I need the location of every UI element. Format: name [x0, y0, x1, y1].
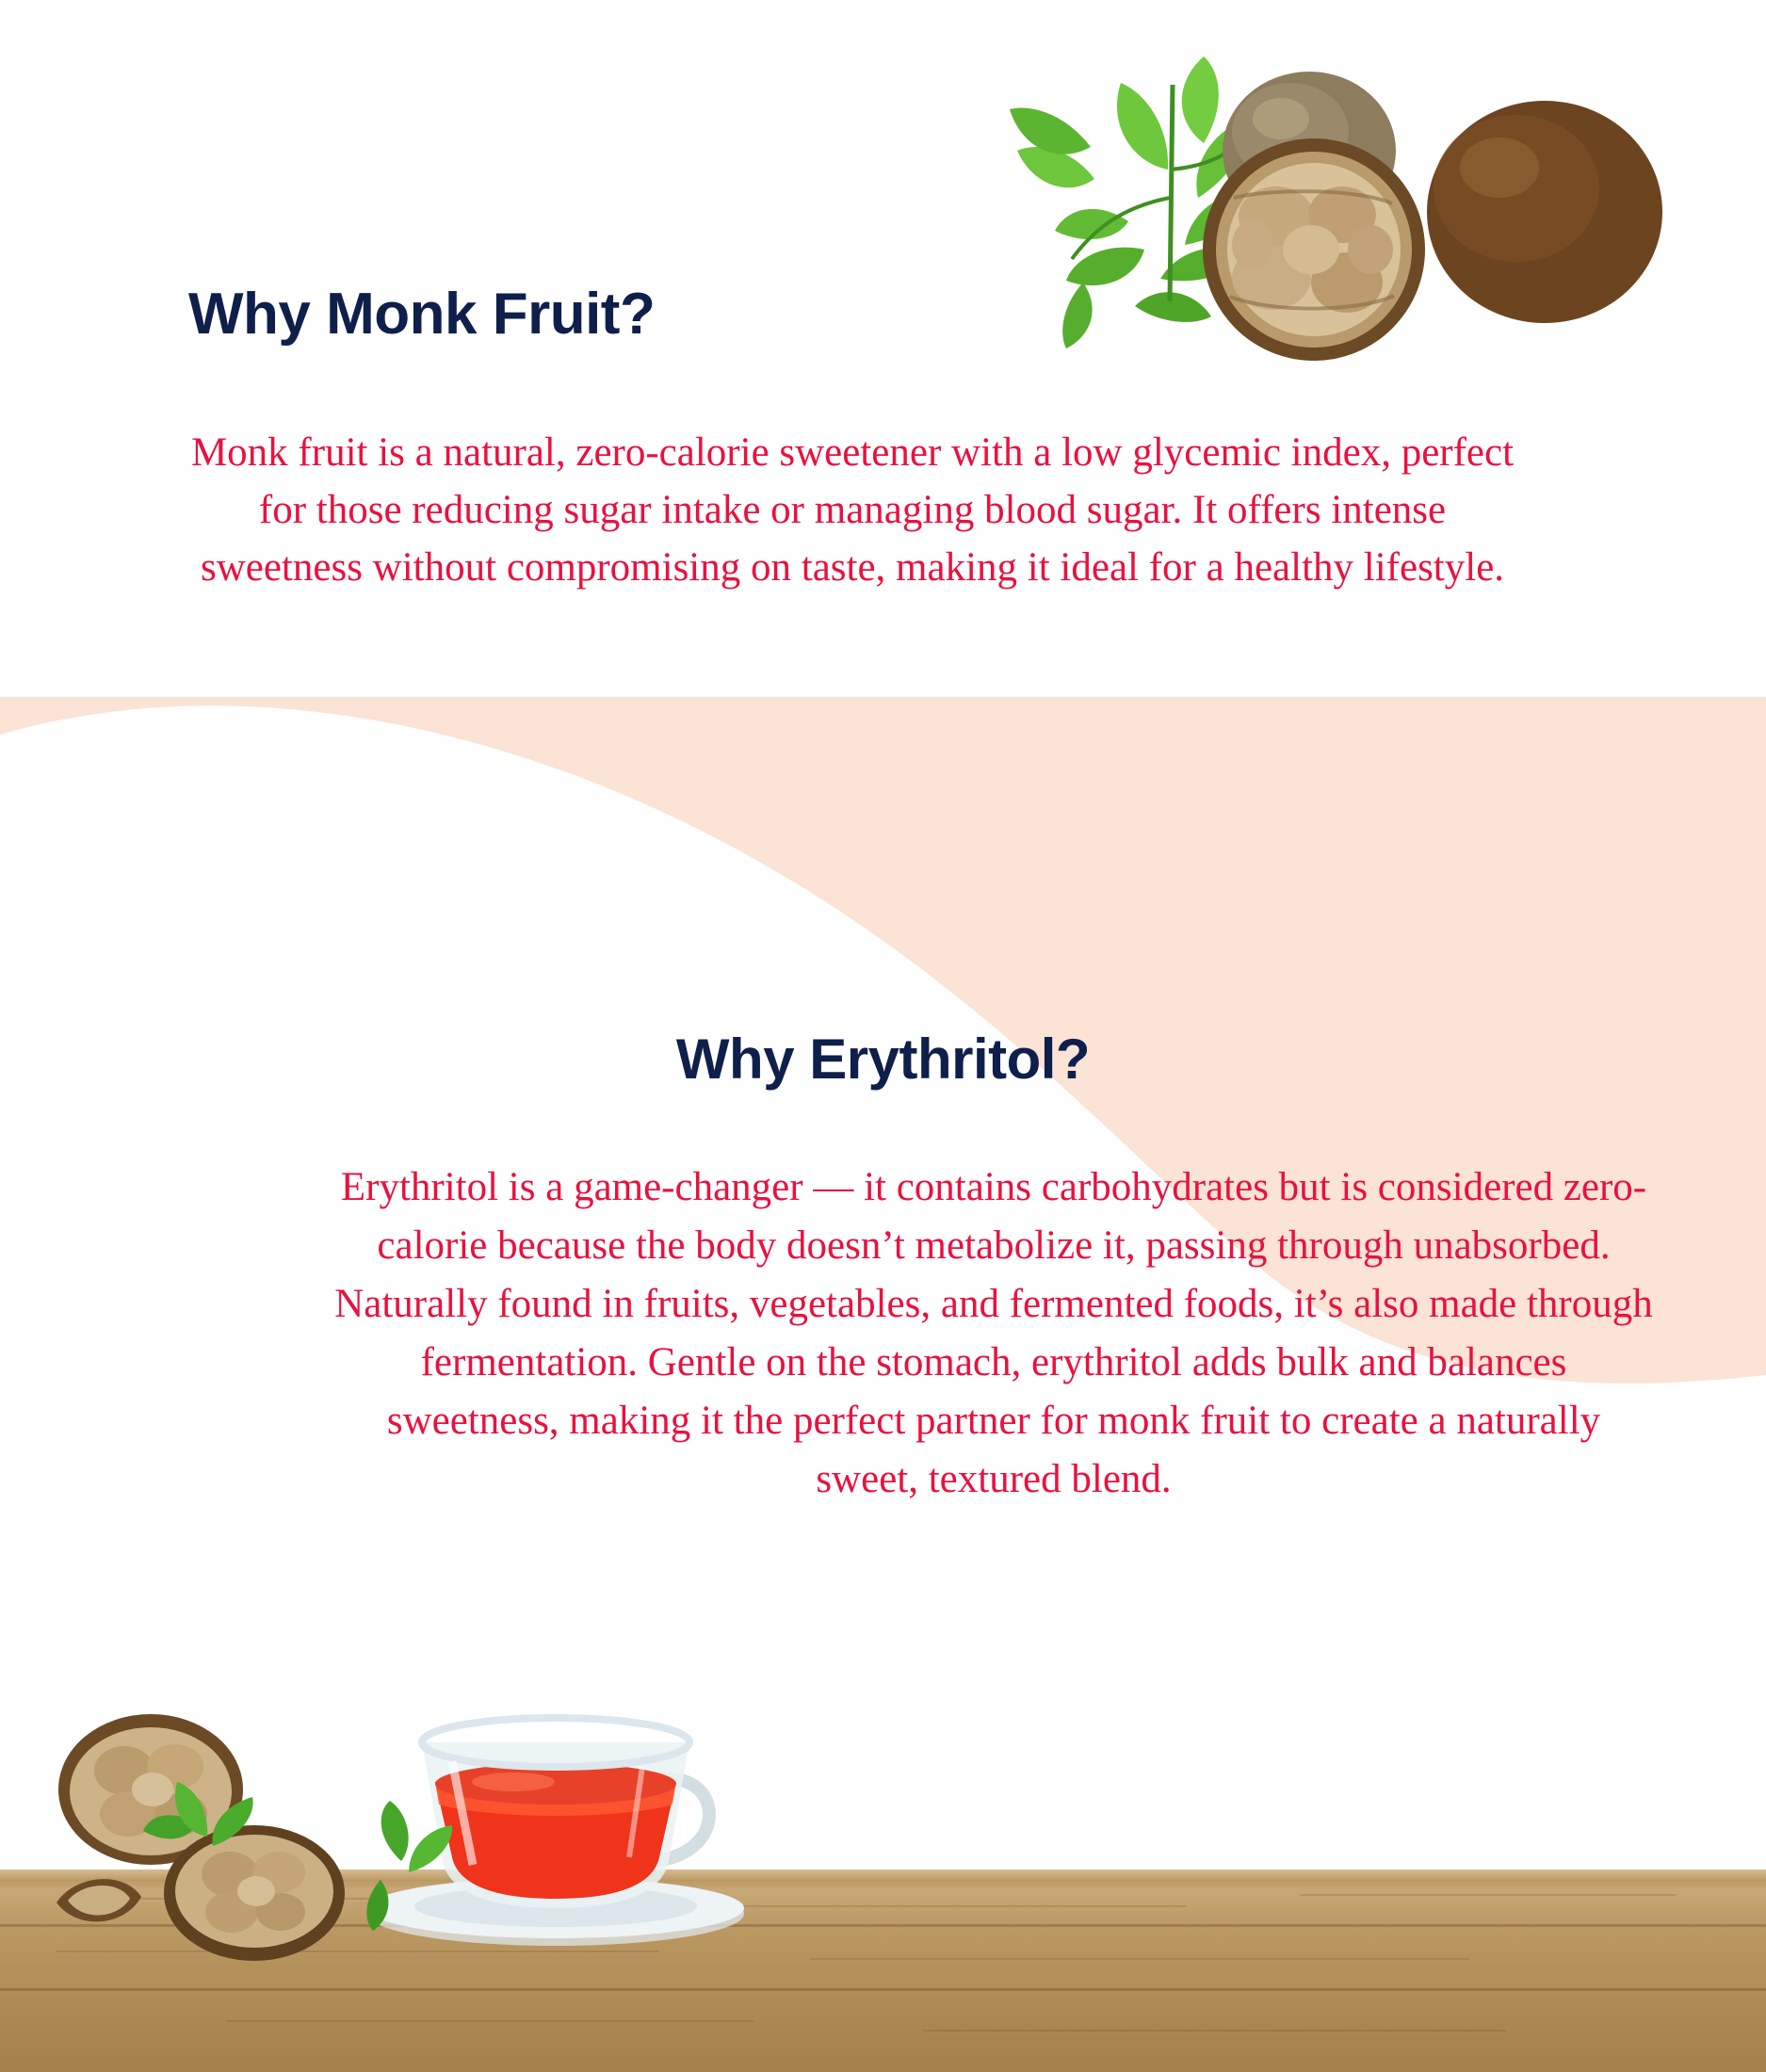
monk-fruit-halves-icon: [38, 1705, 396, 1968]
heading-why-erythritol: Why Erythritol?: [675, 1028, 1091, 1091]
paragraph-why-monk-fruit: Monk fruit is a natural, zero-calorie sweetener with a low glycemic index, perfect for those reducing sugar intake or managing blood sugar. It offers intense sweetness without compromising on taste, making it ideal for a healthy lifestyle.: [190, 430, 1515, 591]
paragraph-why-erythritol: Erythritol is a game-changer — it contains carbohydrates but is considered zero-calorie because the body doesn’t metabolize it, passing through unabsorbed. Naturally found in fruits, vegetables, and fermented foods, it’s also made through fermentation. Gentle on the stomach, erythritol adds bulk and balances sweetness, making it the perfect partner for monk fruit to create a naturally sweet, textured blend.: [334, 1165, 1653, 1501]
section-why-erythritol: [0, 998, 1766, 1695]
monk-fruit-with-leaves-icon: [951, 57, 1705, 367]
heading-why-monk-fruit: Why Monk Fruit?: [188, 282, 656, 347]
